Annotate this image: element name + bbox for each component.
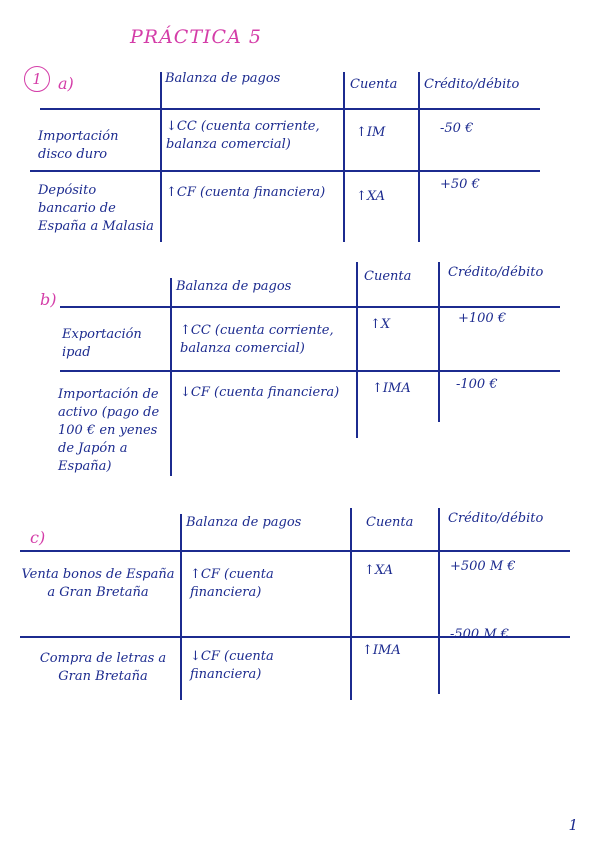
row-c1-credito: +500 M € — [450, 559, 516, 574]
table-b-col-3 — [438, 262, 440, 422]
header-balanza-c: Balanza de pagos — [186, 515, 302, 530]
section-a-label: a) — [58, 74, 74, 93]
row-b1-transaction: Exportación ipad — [62, 327, 142, 360]
table-b-row-line — [60, 370, 560, 372]
row-b2-cuenta: ↑IMA — [372, 381, 411, 396]
exercise-number: 1 — [24, 66, 50, 92]
row-c1-transaction: Venta bonos de España a Gran Bretaña — [21, 567, 175, 600]
table-a-col-1 — [160, 72, 162, 242]
row-c2-credito: -500 M € — [450, 627, 510, 642]
table-b-col-2 — [356, 262, 358, 438]
row-b1-credito: +100 € — [458, 311, 507, 326]
table-a-header-line — [40, 108, 540, 110]
header-balanza-b: Balanza de pagos — [176, 279, 292, 294]
row-a2-cuenta: ↑XA — [356, 189, 386, 204]
row-a2-transaction: Depósito bancario de España a Malasia — [38, 183, 154, 234]
row-a1-cuenta: ↑IM — [356, 125, 386, 140]
page-title: PRÁCTICA 5 — [130, 26, 262, 48]
row-b2-balanza: ↓CF (cuenta financiera) — [180, 385, 340, 400]
table-c-col-2 — [350, 508, 352, 700]
header-credito-c: Crédito/débito — [448, 511, 544, 526]
row-b1-balanza: ↑CC (cuenta corriente, balanza comercial) — [180, 323, 334, 356]
header-cuenta-a: Cuenta — [350, 77, 398, 92]
table-c-header-line — [20, 550, 570, 552]
table-a-row-line — [30, 170, 540, 172]
row-c2-cuenta: ↑IMA — [362, 643, 401, 658]
table-a-col-2 — [343, 72, 345, 242]
row-c2-transaction: Compra de letras a Gran Bretaña — [39, 651, 167, 684]
header-cuenta-c: Cuenta — [366, 515, 414, 530]
section-b-label: b) — [40, 290, 57, 309]
section-c-label: c) — [30, 528, 46, 547]
table-b-col-1 — [170, 278, 172, 476]
row-a1-credito: -50 € — [440, 121, 474, 136]
row-a1-transaction: Importación disco duro — [38, 129, 119, 162]
row-b1-cuenta: ↑X — [370, 317, 391, 332]
row-a2-balanza: ↑CF (cuenta financiera) — [166, 185, 326, 200]
row-b2-transaction: Importación de activo (pago de 100 € en yenes de Japón a España) — [58, 387, 160, 474]
header-credito-b: Crédito/débito — [448, 265, 544, 280]
row-c1-cuenta: ↑XA — [364, 563, 394, 578]
header-balanza-a: Balanza de pagos — [165, 71, 281, 86]
table-c-col-3 — [438, 508, 440, 694]
row-b2-credito: -100 € — [456, 377, 498, 392]
table-c-col-1 — [180, 514, 182, 700]
row-a2-credito: +50 € — [440, 177, 480, 192]
row-c1-balanza: ↑CF (cuenta financiera) — [190, 567, 274, 600]
row-c2-balanza: ↓CF (cuenta financiera) — [190, 649, 274, 682]
row-a1-balanza: ↓CC (cuenta corriente, balanza comercial) — [166, 119, 320, 152]
page-number: 1 — [568, 816, 578, 834]
table-b-header-line — [60, 306, 560, 308]
header-cuenta-b: Cuenta — [364, 269, 412, 284]
header-credito-a: Crédito/débito — [424, 77, 520, 92]
table-a-col-3 — [418, 72, 420, 242]
